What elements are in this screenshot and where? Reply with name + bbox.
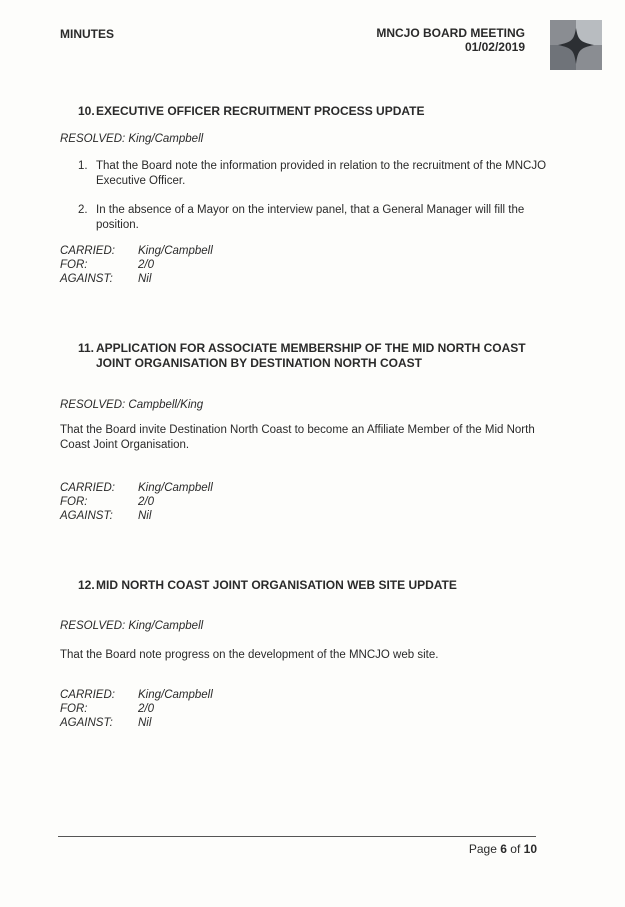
header-minutes: MINUTES xyxy=(60,27,114,41)
against-value: Nil xyxy=(138,510,152,522)
section-12-resolved: RESOLVED: King/Campbell xyxy=(60,620,204,632)
section-title: EXECUTIVE OFFICER RECRUITMENT PROCESS UPDATE xyxy=(96,104,425,118)
section-12-vote xyxy=(60,688,213,730)
page-label: Page xyxy=(468,842,497,856)
carried-label: CARRIED: xyxy=(60,689,115,701)
page-current: 6 xyxy=(500,842,507,856)
for-label: FOR: xyxy=(60,496,88,508)
page-of-label: of xyxy=(510,842,521,856)
meeting-date: 01/02/2019 xyxy=(464,40,525,54)
list-item xyxy=(78,159,552,189)
section-12-heading xyxy=(78,578,457,592)
carried-value: King/Campbell xyxy=(138,482,213,494)
section-12-body: That the Board note progress on the development of the MNCJO web site. xyxy=(60,649,439,661)
carried-label: CARRIED: xyxy=(60,245,115,257)
footer-divider xyxy=(58,836,536,837)
meeting-title: MNCJO BOARD MEETING xyxy=(376,26,525,40)
list-number: 2. xyxy=(78,204,88,216)
for-label: FOR: xyxy=(60,703,88,715)
carried-value: King/Campbell xyxy=(138,245,213,257)
section-title: MID NORTH COAST JOINT ORGANISATION WEB SITE UPDATE xyxy=(96,578,457,592)
section-number: 11. xyxy=(78,341,95,355)
section-10-heading xyxy=(78,104,424,118)
against-value: Nil xyxy=(138,273,152,285)
section-number: 10. xyxy=(78,104,95,118)
for-value: 2/0 xyxy=(138,496,154,508)
list-text: In the absence of a Mayor on the interview panel, that a General Manager will fill the position. xyxy=(96,204,525,231)
section-11-vote xyxy=(60,481,213,523)
section-11-heading xyxy=(78,341,526,371)
star-logo-icon xyxy=(550,20,602,70)
against-label: AGAINST: xyxy=(60,717,113,729)
section-title-line2: JOINT ORGANISATION BY DESTINATION NORTH COAST xyxy=(96,356,423,370)
for-value: 2/0 xyxy=(138,703,154,715)
against-label: AGAINST: xyxy=(60,510,113,522)
list-item xyxy=(78,203,552,233)
for-value: 2/0 xyxy=(138,259,154,271)
page-total: 10 xyxy=(523,842,537,856)
for-label: FOR: xyxy=(60,259,88,271)
carried-value: King/Campbell xyxy=(138,689,213,701)
section-10-resolved: RESOLVED: King/Campbell xyxy=(60,133,204,145)
carried-label: CARRIED: xyxy=(60,482,115,494)
section-11-body: That the Board invite Destination North Coast to become an Affiliate Member of the Mid North Coast Joint Organisation. xyxy=(60,424,535,451)
against-value: Nil xyxy=(138,717,152,729)
page-number xyxy=(469,842,537,856)
section-title-line1: APPLICATION FOR ASSOCIATE MEMBERSHIP OF THE MID NORTH COAST xyxy=(96,341,526,355)
against-label: AGAINST: xyxy=(60,273,113,285)
list-number: 1. xyxy=(78,160,88,172)
header-meeting xyxy=(376,26,525,54)
list-text: That the Board note the information provided in relation to the recruitment of the MNCJO Executive Officer. xyxy=(96,160,547,187)
section-10-vote xyxy=(60,244,213,286)
section-number: 12. xyxy=(78,578,95,592)
section-11-resolved: RESOLVED: Campbell/King xyxy=(60,399,204,411)
